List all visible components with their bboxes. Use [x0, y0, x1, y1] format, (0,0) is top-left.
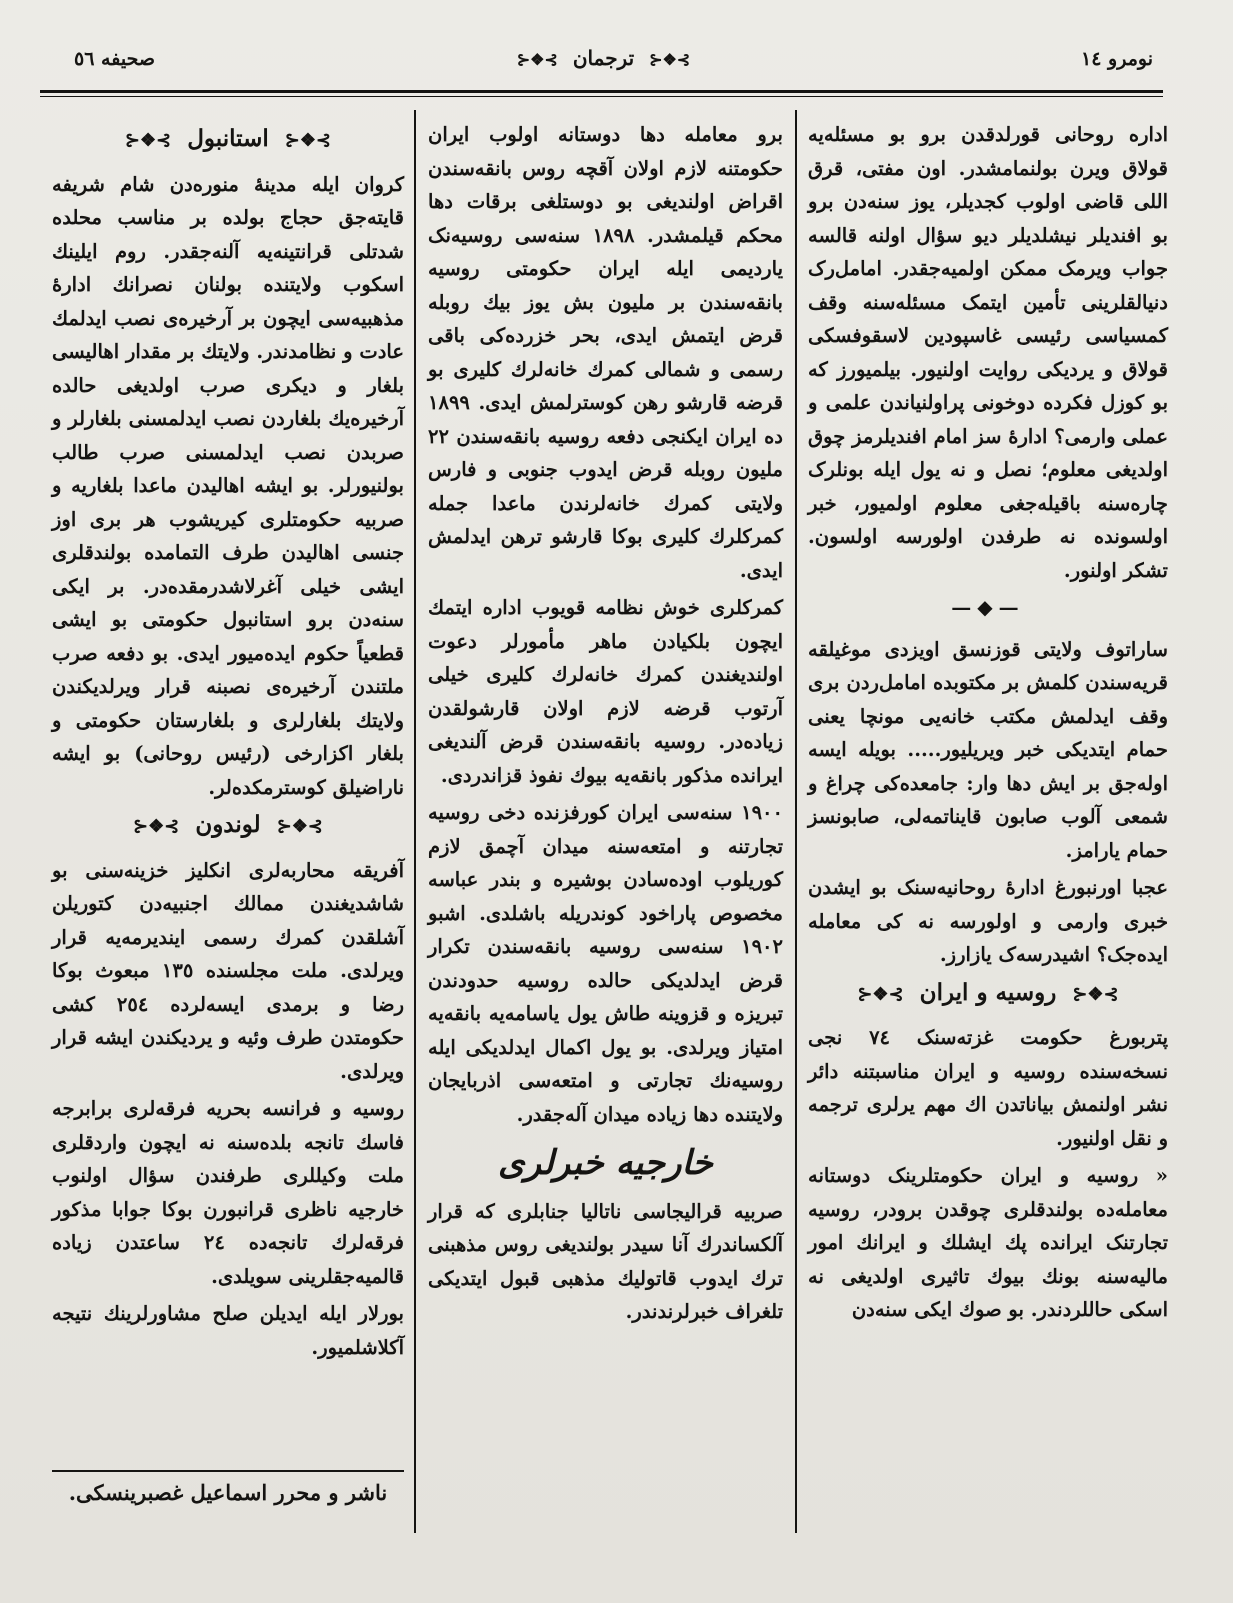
column-divider: [795, 110, 797, 1533]
article-paragraph: ١٩٠٠ سنه‌سی ایران کورفزنده دخی روسیه تجارتنه و امتعه‌سنه میدان آچمق لازم کوریلوب اوده‌سادن بوشیره و بندر عباسه مخصوص پاراخود کوندریله باشلدی. اشبو ١٩٠٢ سنه‌سی روسیه بانقه‌سندن تکرار قرض ایدلدیکی حالده روسیه حدودندن تبریزه و قزوینه طاش یول یاسامه‌یه بانقه‌یه امتیاز ویرلدی. بو یول اکمال ایدلدیکی ایله روسیه‌نك تجارتی و امتعه‌سی اذربایجان ولایتنده دها زیاده میدان آله‌جقدر.: [428, 801, 783, 1126]
newspaper-title-text: ترجمان: [572, 46, 635, 70]
column-right: [808, 118, 1168, 1331]
ornament-icon: ⊱❖⊰: [276, 816, 324, 837]
ornament-icon: ⊱❖⊰: [649, 50, 691, 69]
ornament-icon: ⊱❖⊰: [132, 816, 180, 837]
section-separator: —◆—: [951, 595, 1025, 619]
column-middle: [428, 118, 783, 1333]
article-paragraph: کروان ایله مدینهٔ منوره‌دن شام شریفه قایته‌جق حجاج بولده بر مناسب محلده شدتلی قرانتینه‌یه آلنه‌جقدر. روم ایلینك اسکوب ولایتنده بولنان نصرانك ادارهٔ مذهبیه‌سی ایچون بر آرخیره‌ی نصب ایدلمك عادت و نظامدندر. ولایتك بر مقدار اهالیسی بلغار و دیکری صرب اولدیغی حالده آرخیره‌یك بلغاردن نصب ایدلمسنی بلغارلر و صربدن نصب ایدلمسنی صرب طالب بولنیورلر. بو ایشه اهالیدن ماعدا بلغاریه و صربیه حکومتلری کیریشوب هر بری اوز جنسی اهالیدن طرف التمامده بولندقلری ایشی خیلی آغرلاشدرمقده‌در. بر ایکی سنه‌دن برو استانبول حکومتی بو ایشی قطعیاً حکوم ایده‌میور ایدی. بو دفعه صرب ملتندن آرخیره‌ی نصبنه قرار ویرلدیکندن ولایتك بلغارلری و بلغارستان حکومتی و بلغار اکزارخی (رئیس روحانی) بو ایشه ناراضیلق کوسترمکده‌لر.: [52, 172, 404, 799]
article-paragraph: ساراتوف ولایتی قوزنسق اویزدی موغیلقه قریه‌سندن کلمش بر مکتوبده امامل‌ردن بری وقف ایدلمش مکتب خانه‌یی مونچا یعنی حمام ایتدیکی خبر ویریلیور..... بویله ایسه اوله‌جق بر ایش دها وار: جامعده‌کی چراغ و شمعی آلوب صابون قایناتمه‌لی، صابونسز حمام یارامز.: [808, 637, 1168, 862]
newspaper-title: [509, 46, 699, 70]
column-divider: [414, 110, 416, 1533]
article-paragraph: برو معامله دها دوستانه اولوب ایران حکومتنه لازم اولان آقچه روس بانقه‌سندن اقراض اولندیغی بو دوستلغی برقات دها محکم قیلمشدر. ١٨٩٨ سنه‌سی روسیه‌نک یاردیمی ایله ایران حکومتی روسیه بانقه‌سندن بر ملیون بش یوز بیك روبله قرض ایتمش ایدی، بحر خزرده‌کی باقی رسمی و شمالی کمرك خانه‌لرك کلیری بو قرضه قارشو رهن کوسترلمش ایدی. ١٨٩٩ ده ایران ایکنجی دفعه روسیه بانقه‌سندن ٢٢ ملیون روبله قرض ایدوب جنوبی و فارس ولایتی کمرك خانه‌لرندن ماعدا جمله کمرکلرك کلیری بوکا قارشو ترهن ایدلمش ایدی.: [428, 123, 783, 582]
page-header: [44, 38, 1163, 98]
header-rule-thin: [40, 96, 1163, 97]
ornament-icon: ⊱❖⊰: [1072, 983, 1119, 1005]
publisher-line: ناشر و محرر اسماعیل غصبرینسکی.: [68, 1480, 388, 1505]
section-heading-london: [52, 808, 404, 844]
article-paragraph: « روسیه و ایران حکومتلرینک دوستانه معامله‌ده بولندقلری چوقدن برودر، روسیه تجارتنک ایرانده پك ایشلك و ایرانك امور مالیه‌سنه بونك بیوك تاثیری اولدیغی نه اسکی حاللردندر. بو صوك ایکی سنه‌دن: [808, 1164, 1168, 1321]
article-paragraph: عجبا اورنبورغ ادارهٔ روحانیه‌سنک بو ایشدن خبری وارمی و اولورسه نه کی معامله ایده‌جک؟ اشیدرسه‌ک یازارز.: [808, 876, 1168, 966]
article-paragraph: کمرکلری خوش نظامه قویوب اداره ایتمك ایچون بلکیادن ماهر مأمورلر دعوت اولندیغندن کمرك خانه‌لرك کلیری خیلی آرتوب قرضه لازم اولان قارشولقدن زیاده‌در. روسیه بانقه‌سندن قرض آلندیغی ایرانده مذکور بانقه‌یه بیوك نفوذ قزاندردی.: [428, 596, 783, 787]
article-paragraph: بورلار ایله ایدیلن صلح مشاورلرینك نتیجه آکلاشلمیور.: [52, 1302, 404, 1359]
article-paragraph: صربیه قرالیجاسی ناتالیا جنابلری که قرار آلکساندرك آنا سیدر بولندیغی روس مذهبنی ترك ایدوب قاتولیك مذهبی قبول ایتدیکی تلغراف خبرلرندندر.: [428, 1199, 783, 1323]
page-number: صحیفه ٥٦: [74, 48, 155, 70]
section-heading-istanbul: [52, 122, 404, 158]
section-heading-russia-iran: [808, 976, 1168, 1012]
article-paragraph: آفریقه محاربه‌لری انکلیز خزینه‌سنی بو شاشدیغندن ممالك اجنبیه‌دن کتوریلن آشلقدن کمرك رسمی ایندیرمه‌یه قرار ویرلدی. ملت مجلسنده ١٣٥ مبعوث بوکا رضا و برمدی ایسه‌لرده ٢٥٤ کشی حکومتدن طرف وئیه و یردیکندن ایشه قرار ویرلدی.: [52, 858, 404, 1083]
issue-number: نومرو ١٤: [1081, 48, 1153, 70]
ornament-icon: ⊱❖⊰: [124, 130, 172, 151]
footer-rule: [52, 1470, 404, 1472]
article-paragraph: پتربورغ حکومت غزته‌سنک ٧٤ نجی نسخه‌سنده روسیه و ایران مناسبتنه دائر نشر اولنمش بیاناتدن اك مهم یرلری ترجمه و نقل اولنیور.: [808, 1026, 1168, 1150]
ornament-icon: ⊱❖⊰: [284, 130, 332, 151]
column-left: [52, 118, 404, 1368]
article-paragraph: روسیه و فرانسه بحریه فرقه‌لری برابرجه فاسك تانجه بلده‌سنه نه ایچون واردقلری ملت وکیللری طرفندن سؤال اولنوب خارجیه ناظری قرانبورن بوکا جوابا مذکور فرقه‌لرك تانجه‌ده ٢٤ ساعتدن زیاده قالمیه‌جقلرینی سویلدی.: [52, 1097, 404, 1288]
heading-text: استانبول: [187, 125, 269, 152]
ornament-icon: ⊱❖⊰: [516, 50, 558, 69]
header-rule: [40, 90, 1163, 93]
section-heading-foreign-news: خارجیه خبرلری: [498, 1143, 713, 1183]
heading-text: روسیه و ایران: [919, 978, 1057, 1006]
article-paragraph: اداره روحانی قورلدقدن برو بو مسئله‌یه قولاق ویرن بولنمامشدر. اون مفتی، قرق اللی قاضی اولوب کجدیلر، یوز سنه‌دن برو بو افندیلر نیشلدیلر دیو سؤال اولنه قالسه جواب ویرمک ممکن اولمیه‌جقدر. امامل‌رک دنیالقلرینی تأمین ایتمک مسئله‌سنه وقف کمسیاسی رئیسی غاسپودین لاسقوفسکی قولاق و یردیکی روایت اولنیور. بیلمیورز که بو کوزل فکرده دوخونی پراولنیاندن علمی و عملی وارمی؟ ادارهٔ سز امام افندیلرمز چوق اولدیغی معلوم؛ نصل و نه یول ایله بونلرک چاره‌سنه باقیله‌جغی معلوم اولمیور، خبر اولسونده نه طرفدن اولورسه اولسون. تشکر اولنور.: [808, 123, 1168, 582]
heading-text: لوندون: [195, 811, 261, 838]
ornament-icon: ⊱❖⊰: [857, 983, 904, 1005]
